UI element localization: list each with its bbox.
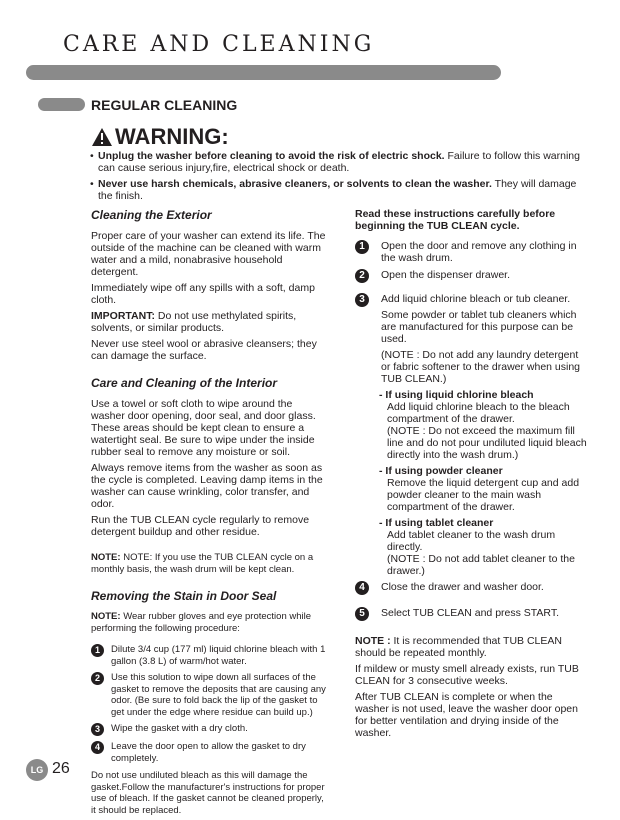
sub-tablet-cleaner: - If using tablet cleaner Add tablet cleaner to the wash drum directly. (NOTE : Do not add tablet cleaner to the drawer.) xyxy=(379,517,575,577)
warning-item-text: They will damage the finish. xyxy=(98,178,577,202)
step-3-icon: 3 xyxy=(355,293,369,307)
interior-p2: Always remove items from the washer as soon as the cycle is completed. Leaving damp items in the washer can cause wrinkling, color transfer, and odor. xyxy=(91,462,323,510)
page-title: CARE AND CLEANING xyxy=(63,32,375,57)
step-1-icon: 1 xyxy=(355,240,369,254)
tub-step: 5 Select TUB CLEAN and press START. xyxy=(355,607,587,621)
sub-powder-cleaner: - If using powder cleaner Remove the liquid detergent cup and add powder cleaner to the main wash compartment of the drawer. xyxy=(379,465,580,513)
section-marker xyxy=(38,98,85,111)
tub-step3-p3: (NOTE : Do not add any laundry detergent or fabric softener to the drawer when using TUB CLEAN.) xyxy=(381,349,581,385)
tub-after: After TUB CLEAN is complete or when the washer is not used, leave the washer door open for better ventilation and drying inside of the washer. xyxy=(355,691,578,739)
step-2-icon: 2 xyxy=(355,269,369,283)
tub-step: 2 Open the dispenser drawer. xyxy=(355,269,587,283)
warning-triangle-icon xyxy=(91,127,113,147)
section-title: REGULAR CLEANING xyxy=(91,97,238,113)
tub-mildew: If mildew or musty smell already exists, run TUB CLEAN for 3 consecutive weeks. xyxy=(355,663,579,687)
step-number-icon: 1 xyxy=(91,644,104,657)
door-seal-step: 1 Dilute 3/4 cup (177 ml) liquid chlorine bleach with 1 gallon (3.8 L) of warm/hot water. xyxy=(91,644,326,667)
step-5-icon: 5 xyxy=(355,607,369,621)
door-seal-step: 2 Use this solution to wipe down all surfaces of the gasket to remove the deposits that are causing any odor. (Be sure to fold back the lip of the gasket to get under the edge where residue can build up.) xyxy=(91,672,326,718)
interior-note: NOTE: NOTE: If you use the TUB CLEAN cycle on a monthly basis, the wash drum will be kept clean. xyxy=(91,552,314,575)
left-column xyxy=(91,208,326,820)
step-number-icon: 2 xyxy=(91,672,104,685)
warning-list xyxy=(90,150,590,206)
interior-p3: Run the TUB CLEAN cycle regularly to remove detergent buildup and other residue. xyxy=(91,514,310,538)
tub-step: 3 Add liquid chlorine bleach or tub cleaner. xyxy=(355,293,587,307)
door-seal-closing: Do not use undiluted bleach as this will damage the gasket.Follow the manufacturer's instructions for proper use of bleach. If the gasket cannot be cleaned properly, it should be replaced. xyxy=(91,770,325,816)
tub-clean-intro: Read these instructions carefully before beginning the TUB CLEAN cycle. xyxy=(355,208,556,232)
tub-step: 4 Close the drawer and washer door. xyxy=(355,581,587,595)
exterior-p2: Immediately wipe off any spills with a soft, damp cloth. xyxy=(91,282,315,306)
tub-step: 1 Open the door and remove any clothing in the wash drum. xyxy=(355,240,587,264)
exterior-heading: Cleaning the Exterior xyxy=(91,208,212,222)
exterior-p1: Proper care of your washer can extend its life. The outside of the machine can be cleaned with warm water and a mild, nonabrasive household detergent. xyxy=(91,230,326,278)
door-seal-step: 4 Leave the door open to allow the gasket to dry completely. xyxy=(91,741,326,764)
sub-liquid-bleach: - If using liquid chlorine bleach Add liquid chlorine bleach to the bleach compartment of the drawer. (NOTE : Do not exceed the maximum fill line and do not pour undiluted liquid bleach directly into the wash drum.) xyxy=(379,389,587,461)
door-seal-heading: Removing the Stain in Door Seal xyxy=(91,589,277,603)
page-number: 26 xyxy=(52,760,70,777)
interior-p1: Use a towel or soft cloth to wipe around the washer door opening, door seal, and door glass. These areas should be kept clean to ensure a watertight seal. Be sure to wipe under the inside rubber seal to remove any moisture or soil. xyxy=(91,398,316,458)
lg-logo-icon: LG xyxy=(26,759,48,781)
warning-item-bold: Never use harsh chemicals, abrasive cleaners, or solvents to clean the washer. xyxy=(98,178,492,190)
warning-label: WARNING: xyxy=(115,124,229,149)
exterior-p3: IMPORTANT: Do not use methylated spirits, solvents, or similar products. xyxy=(91,310,297,334)
warning-item: • Never use harsh chemicals, abrasive cleaners, or solvents to clean the washer. They will damage the finish. xyxy=(90,178,577,202)
door-seal-step: 3 Wipe the gasket with a dry cloth. xyxy=(91,723,326,736)
step-number-icon: 3 xyxy=(91,723,104,736)
exterior-p4: Never use steel wool or abrasive cleansers; they can damage the surface. xyxy=(91,338,317,362)
tub-note: NOTE : It is recommended that TUB CLEAN should be repeated monthly. xyxy=(355,635,562,659)
tub-step3-p2: Some powder or tablet tub cleaners which are manufactured for this purpose can be used. xyxy=(381,309,577,345)
door-seal-note: NOTE: Wear rubber gloves and eye protection while performing the following procedure: xyxy=(91,611,312,634)
step-4-icon: 4 xyxy=(355,581,369,595)
warning-item-bold: Unplug the washer before cleaning to avoid the risk of electric shock. xyxy=(98,150,445,162)
warning-item-text: Failure to follow this warning can cause serious injury,fire, electrical shock or death. xyxy=(98,150,580,174)
warning-title xyxy=(91,124,229,150)
step-number-icon: 4 xyxy=(91,741,104,754)
warning-item: • Unplug the washer before cleaning to avoid the risk of electric shock. Failure to follow this warning can cause serious injury,fire, electrical shock or death. xyxy=(90,150,580,174)
interior-heading: Care and Cleaning of the Interior xyxy=(91,376,278,390)
header-bar xyxy=(26,65,501,80)
right-column xyxy=(355,208,587,743)
